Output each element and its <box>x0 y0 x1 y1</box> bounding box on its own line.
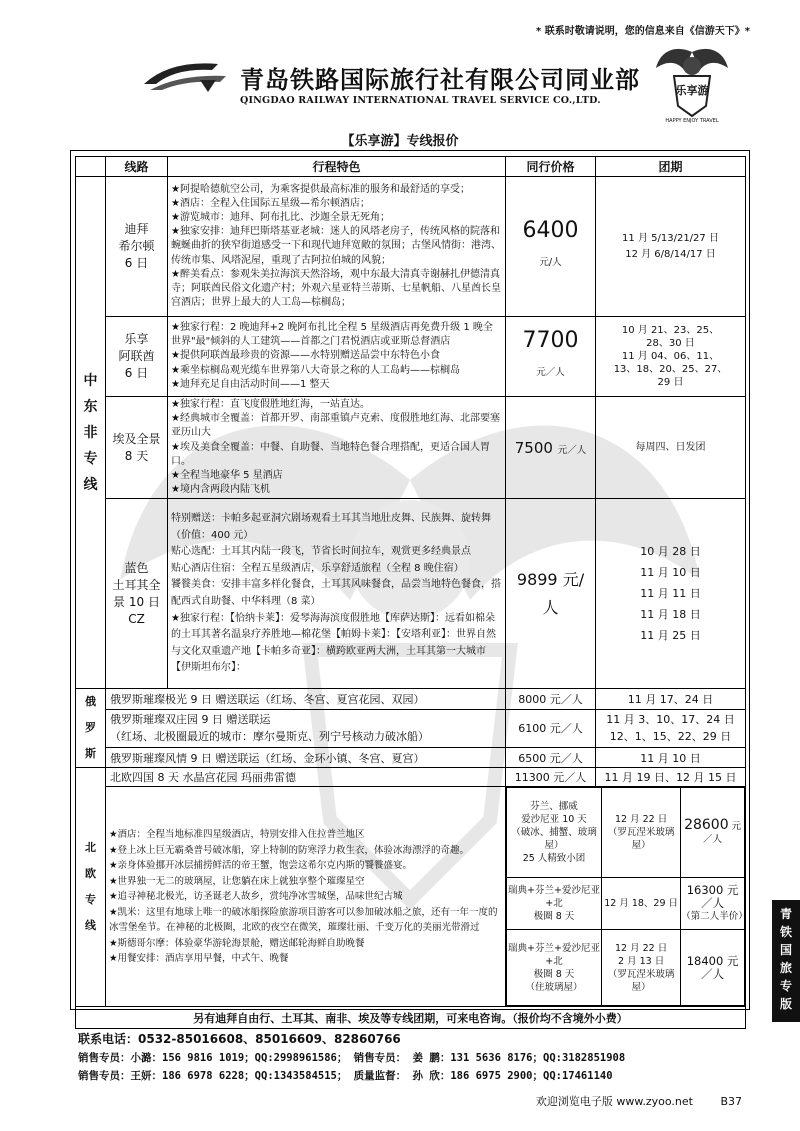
badge-subtext: HAPPY ENJOY TRAVEL <box>665 118 719 124</box>
route-dates: 10 月 21、23、25、 28、30 日 11 月 04、06、11、 13、18、20、25、27、 29 日 <box>596 317 746 397</box>
contact-phone: 联系电话：0532-85016608、85016609、82860766 <box>78 1032 401 1046</box>
sales-line-1: 销售专员：小潞：156 9816 1019；QQ:2998961586； 销售专员： 姜 鹏：131 5636 8176；QQ:3182851908 <box>78 1052 626 1064</box>
bottom-note: 另有迪拜自由行、土耳其、南非、埃及等专线团期，可来电咨询。（报价均不含境外小费） <box>76 1007 746 1029</box>
sub-route-dates: 12 月 18、29 日 <box>601 878 680 930</box>
footer-text: 欢迎浏览电子版 www.zyoo.net <box>535 1095 693 1108</box>
table-row <box>76 768 746 787</box>
table-row <box>76 747 746 768</box>
table-row <box>76 397 746 499</box>
page-title: 【乐享游】专线报价 <box>341 134 459 149</box>
russia-route: 俄罗斯璀璨双庄园 9 日 赠送联运 （红场、北极圈最近的城市：摩尔曼斯克、列宁号核动力破冰船） <box>106 709 506 747</box>
sub-route-name: 瑞典+芬兰+爱沙尼亚+北 极圈 8 天 <box>507 878 602 930</box>
table-row <box>76 787 746 1007</box>
route-name: 乐享 阿联酋 6 日 <box>106 317 168 397</box>
route-name: 蓝色 土耳其全 景 10 日 CZ <box>106 499 168 689</box>
table-row <box>76 317 746 397</box>
company-name-en: QINGDAO RAILWAY INTERNATIONAL TRAVEL SERVICE CO.,LTD. <box>240 95 601 106</box>
region-middle-east: 中 东 非 专 线 <box>76 177 106 689</box>
north-europe-subtable <box>506 787 748 1006</box>
eagle-badge-icon <box>654 42 730 124</box>
sub-route-price: 18400 元／人 <box>681 930 745 1006</box>
russia-price: 6500 元／人 <box>506 747 596 768</box>
sub-route-name: 瑞典+芬兰+爱沙尼亚+北 极圈 8 天 （住玻璃屋） <box>507 930 602 1006</box>
route-name: 埃及全景 8 天 <box>106 397 168 499</box>
table-row <box>76 709 746 747</box>
russia-dates: 11 月 17、24 日 <box>596 689 746 710</box>
sub-route-name: 芬兰、挪威 爱沙尼亚 10 天 （破冰、捕蟹、玻璃屋） 25 人精致小团 <box>507 788 602 878</box>
table-row <box>76 1007 746 1029</box>
header-blank <box>76 157 106 177</box>
sub-route-dates: 12 月 22 日 2 月 13 日 （罗瓦涅米玻璃屋） <box>601 930 680 1006</box>
route-features: ★阿提哈德航空公司，为乘客提供最高标准的服务和最舒适的享受； ★酒店：全程入住国际五星级—希尔顿酒店； ★游览城市：迪拜、阿布扎比、沙迦全景无死角； ★独家安排：迪拜巴斯塔基亚老城：迷人的风塔老房子，传统风格的院落和蜿蜒曲折的狭窄街道感受一下和现代迪拜宽敞的氛围；古堡风情街：港湾、传统市集、风塔泥屋，重现了古阿拉伯城的风貌； ★醉美看点：参观朱美拉海滨天然浴场，观中东最大清真寺谢赫扎伊德清真寺；阿联酋民俗文化遗产村；外观六星亚特兰蒂斯、七星帆船、八星酋长皇宫酒店；世界上最大的人工岛—棕榈岛； <box>168 177 506 317</box>
table-row <box>507 788 745 878</box>
side-tab: 青 铁 国 旅 专 版 <box>772 900 800 1022</box>
north-europe-dates: 11 月 19 日、12 月 15 日 <box>596 768 746 787</box>
table-row <box>76 689 746 710</box>
route-price: 7700 元／人 <box>506 317 596 397</box>
footer <box>536 1093 742 1109</box>
header-dates: 团期 <box>596 157 746 177</box>
north-europe-route: 北欧四国 8 天 水晶宫花园 玛丽弗雷德 <box>106 768 506 787</box>
russia-route: 俄罗斯璀璨风情 9 日 赠送联运（红场、金环小镇、冬宫、夏宫） <box>106 747 506 768</box>
route-price: 7500 元／人 <box>506 397 596 499</box>
source-note: * 联系时敬请说明，您的信息来自《信游天下》* <box>536 26 750 37</box>
russia-route: 俄罗斯璀璨极光 9 日 赠送联运（红场、冬宫、夏宫花园、双园） <box>106 689 506 710</box>
page-number: B37 <box>720 1095 742 1108</box>
header-route: 线路 <box>106 157 168 177</box>
route-features: 特别赠送：卡帕多起亚洞穴剧场观看土耳其当地肚皮舞、民族舞、旋转舞（价值：400 元） 贴心选配：土耳其内陆一段飞，节省长时间拉车，观赏更多经典景点 贴心酒店住宿：全程五星级酒店，乐享舒适旅程（全程 8 晚住宿） 饕餮美食：安排丰富多样化餐食，土耳其风味餐食，品尝当地特色餐食，搭配西式自助餐、中华料理（8 菜） ★独家行程：【恰纳卡莱】：爱琴海海滨度假胜地【库萨达斯】：远看如棉朵的土耳其著名温泉疗养胜地—棉花堡【帕姆卡莱】：【安塔利亚】：世界自然与文化双重遗产地【卡帕多奇亚】：横跨欧亚两大洲，土耳其第一大城市【伊斯坦布尔】： <box>168 499 506 689</box>
route-dates: 11 月 5/13/21/27 日 12 月 6/8/14/17 日 <box>596 177 746 317</box>
price-table <box>75 156 746 1029</box>
region-north-europe: 北 欧 专 线 <box>76 768 106 1007</box>
route-dates: 每周四、日发团 <box>596 397 746 499</box>
route-features: ★独家行程：直飞度假胜地红海，一站直达。 ★经典城市全覆盖：首都开罗、南部重镇卢克索、度假胜地红海、北部要塞亚历山大 ★埃及美食全覆盖：中餐、自助餐、当地特色餐合理搭配，更适合国人胃口。 ★全程当地豪华 5 星酒店 ★境内含两段内陆飞机 <box>168 397 506 499</box>
company-name-cn: 青岛铁路国际旅行社有限公司同业部 <box>240 66 640 94</box>
route-features: ★独家行程：2 晚迪拜+2 晚阿布扎比全程 5 星级酒店再免费升级 1 晚全世界"最"倾斜的人工建筑——首都之门君悦酒店或亚斯总督酒店 ★提供阿联酋最珍贵的资源——水特别赠送品尝中东特色小食 ★乘坐棕榈岛观光缆车世界第八大奇景之称的人工岛屿——棕榈岛 ★迪拜充足自由活动时间——1 整天 <box>168 317 506 397</box>
route-price: 6400 元/人 <box>506 177 596 317</box>
company-logo-icon <box>140 58 232 96</box>
sub-route-dates: 12 月 22 日 （罗瓦涅米玻璃屋） <box>601 788 680 878</box>
header-price: 同行价格 <box>506 157 596 177</box>
russia-dates: 11 月 10 日 <box>596 747 746 768</box>
sales-line-2: 销售专员：王妍：186 6978 6228；QQ:1343584515； 质量监督： 孙 欣：186 6975 2900；QQ:17461140 <box>78 1070 613 1082</box>
region-russia: 俄 罗 斯 <box>76 689 106 768</box>
table-row <box>76 177 746 317</box>
north-europe-subroutes <box>506 787 746 1007</box>
header-features: 行程特色 <box>168 157 506 177</box>
russia-dates: 11 月 3、10、17、24 日 12、1、15、22、29 日 <box>596 709 746 747</box>
sub-route-price: 28600 元／人 <box>681 788 745 878</box>
route-dates: 10 月 28 日 11 月 10 日 11 月 11 日 11 月 18 日 11 月 25 日 <box>596 499 746 689</box>
badge-text: 乐享游 <box>675 84 709 97</box>
table-row <box>507 930 745 1006</box>
north-europe-features: ★酒店：全程当地标准四星级酒店，特别安排入住拉普兰地区 ★登上冰上巨无霸桑普号破冰船，穿上特制的防寒浮力救生衣，体验冰海漂浮的奇趣。 ★亲身体验挪开冰层捕捞鲜活的帝王蟹，饱尝这希尔克内斯的饕餮盛宴。 ★世界独一无二的玻璃屋，让您躺在床上就独享整个璀璨星空 ★追寻神秘北极光，访圣诞老人故乡，赏纯净冰雪城堡，品味世纪古城 ★凯米：这里有地球上唯一的破冰船探险旅游项目游客可以参加破冰船之旅，还有一年一度的冰雪堡垒节。在神秘的北极圈，北欧的夜空在微笑，璀璨壮丽、千变万化的美丽光带滑过 ★斯德哥尔摩：体验豪华游轮海景舱，赠送邮轮海鲜自助晚餐 ★用餐安排：酒店享用早餐，中式午、晚餐 <box>106 787 506 1007</box>
route-price: 9899 元/ 人 <box>506 499 596 689</box>
north-europe-price: 11300 元／人 <box>506 768 596 787</box>
sub-route-price: 16300 元／人 （第二人半价） <box>681 878 745 930</box>
route-name: 迪拜 希尔顿 6 日 <box>106 177 168 317</box>
russia-price: 8000 元／人 <box>506 689 596 710</box>
russia-price: 6100 元／人 <box>506 709 596 747</box>
table-header-row <box>76 157 746 177</box>
table-row <box>507 878 745 930</box>
table-row <box>76 499 746 689</box>
